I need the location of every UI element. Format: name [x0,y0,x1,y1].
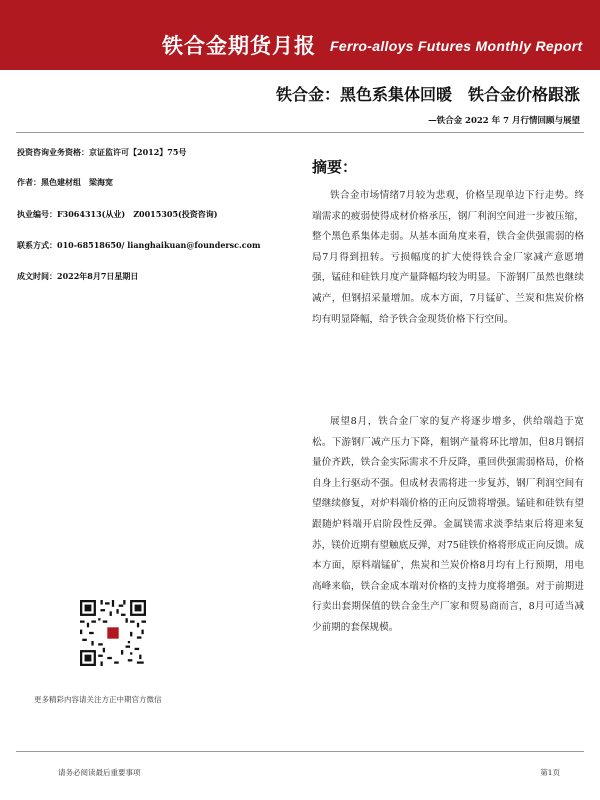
headline-part-2: 铁合金价格跟涨 [467,85,580,104]
headline-part-1: 铁合金：黑色系集体回暖 [275,85,452,104]
license-info: 投资咨询业务资格：京证监许可【2012】75号 [17,147,187,157]
top-divider [16,132,584,133]
report-subheadline: —铁合金 2022 年 7 月行情回顾与展望 [428,116,580,126]
wechat-qr-code [80,600,146,666]
page-number: 第1页 [540,768,560,777]
date-info: 成文时间：2022年8月7日星期日 [17,271,139,281]
report-headline [276,82,580,105]
qr-caption: 更多精彩内容请关注方正中期官方微信 [34,695,162,704]
footer-disclaimer: 请务必阅读最后重要事项 [58,768,141,777]
summary-paragraph-1: 铁合金市场情绪7月较为悲观，价格呈现单边下行走势。终端需求的疲弱使得成材价格承压，钢厂利润空间进一步被压缩，整个黑色系集体走弱。从基本面角度来看，铁合金供强需弱的格局7月得到扭转。亏损幅度的扩大使得铁合金厂家减产意愿增强，锰硅和硅铁月度产量降幅均较为明显。下游钢厂虽然也继续减产，但钢招采量增加。成本方面，7月锰矿、兰炭和焦炭价格均有明显降幅，给予铁合金现货价格下行空间。 [312,190,584,325]
report-title-english: Ferro-alloys Futures Monthly Report [330,38,583,54]
summary-title: 摘要： [312,158,358,176]
certificate-info: 执业编号：F3064313(从业) Z0015305(投资咨询) [17,209,218,219]
footer-divider [16,751,584,752]
report-title: 铁合金期货月报 [162,34,316,58]
contact-info: 联系方式：010-68518650/ lianghaikuan@foundersc.com [17,240,261,250]
summary-paragraph-2: 展望8月，铁合金厂家的复产将逐步增多，供给端趋于宽松。下游钢厂减产压力下降，粗钢产量将环比增加，但8月钢招量价齐跌，铁合金实际需求不升反降，重回供强需弱格局，价格自身上行驱动不强。但成材表需将进一步复苏，钢厂利润空间有望继续修复，对炉料端价格的正向反馈将增强。锰硅和硅铁有望跟随炉料端开启阶段性反弹。金属镁需求淡季结束后将迎来复苏，镁价近期有望触底反弹，对75硅铁价格将形成正向反馈。成本方面，原料端锰矿，焦炭和兰炭价格8月均有上行预期，用电高峰来临，铁合金成本端对价格的支持力度将增强。对于前期进行卖出套期保值的铁合金生产厂家和贸易商而言，8月可适当减少前期的套保规模。 [312,416,584,633]
author-info: 作者：黑色建材组 梁海宽 [17,177,113,187]
header-banner [0,0,600,70]
